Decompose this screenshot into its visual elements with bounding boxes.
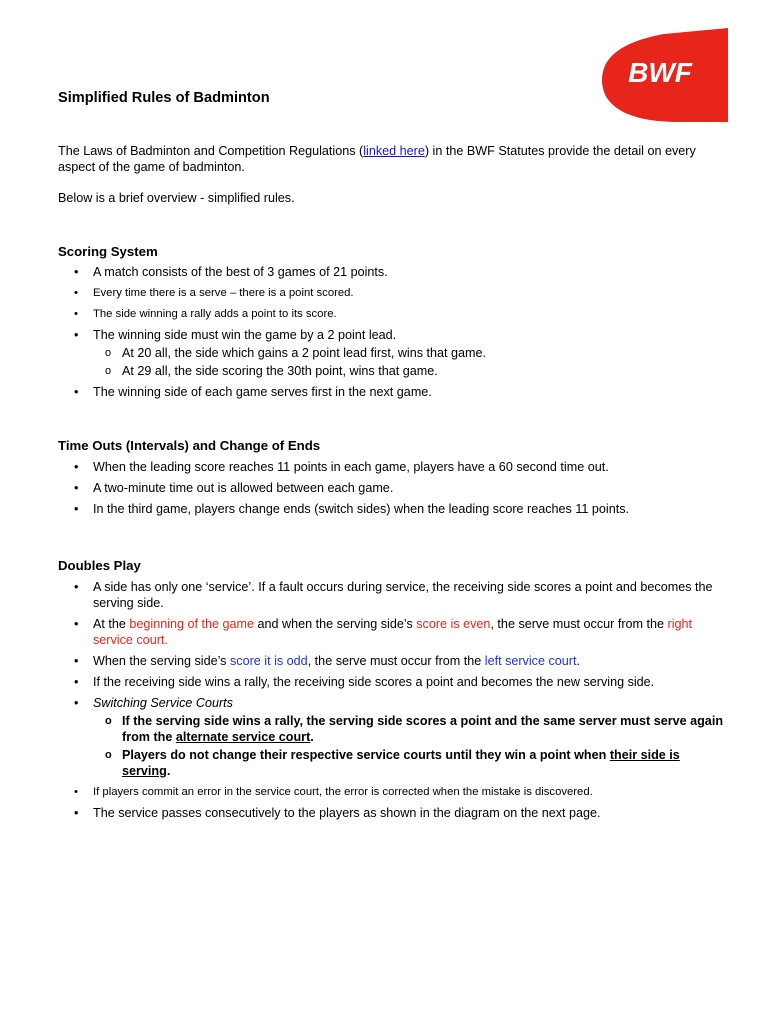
doubles-list	[58, 579, 728, 826]
list-item: • A two-minute time out is allowed between each game.	[58, 480, 728, 496]
list-item: • If the receiving side wins a rally, the receiving side scores a point and becomes the new serving side.	[58, 674, 728, 690]
timeouts-heading: Time Outs (Intervals) and Change of Ends	[58, 438, 321, 453]
page-title: Simplified Rules of Badminton	[58, 90, 270, 106]
list-item: • In the third game, players change ends (switch sides) when the leading score reaches 11 points.	[58, 501, 728, 517]
list-item: • When the serving side’s score it is odd, the serve must occur from the left service court.	[58, 653, 728, 669]
scoring-list	[58, 264, 728, 405]
timeouts-list	[58, 459, 728, 522]
sub-list-item: o At 29 all, the side scoring the 30th point, wins that game.	[93, 363, 728, 379]
list-item: • The winning side must win the game by a 2 point lead. o At 20 all, the side which gains a 2 point lead first, wins that game. o At 29 all, the side scoring the 30th point, wins that game.	[58, 327, 728, 379]
sub-list-item: o At 20 all, the side which gains a 2 point lead first, wins that game.	[93, 345, 728, 361]
overview-text: Below is a brief overview - simplified rules.	[58, 191, 295, 205]
list-item: • Switching Service Courts o If the serving side wins a rally, the serving side scores a point and the same server must serve again from the alternate service court. o Players do not change their respective service courts until they win a point when their side is serving.	[58, 695, 728, 779]
bwf-logo	[602, 28, 728, 122]
laws-link[interactable]: linked here	[363, 144, 425, 158]
list-item: • The winning side of each game serves first in the next game.	[58, 384, 728, 400]
list-item: • Every time there is a serve – there is a point scored.	[58, 285, 728, 301]
list-item: • At the beginning of the game and when the serving side’s score is even, the serve must occur from the right service court.	[58, 616, 728, 648]
list-item: • A match consists of the best of 3 games of 21 points.	[58, 264, 728, 280]
list-item: • The side winning a rally adds a point to its score.	[58, 306, 728, 322]
list-item: • The service passes consecutively to the players as shown in the diagram on the next page.	[58, 805, 728, 821]
intro-paragraph: The Laws of Badminton and Competition Regulations (linked here) in the BWF Statutes provide the detail on every aspect of the game of badminton.	[58, 144, 696, 174]
scoring-heading: Scoring System	[58, 244, 158, 259]
list-item: • A side has only one ‘service’. If a fault occurs during service, the receiving side scores a point and becomes the serving side.	[58, 579, 728, 611]
sub-list-item: o Players do not change their respective service courts until they win a point when their side is serving.	[93, 747, 728, 779]
doubles-heading: Doubles Play	[58, 558, 141, 573]
sub-list-item: o If the serving side wins a rally, the serving side scores a point and the same server must serve again from the alternate service court.	[93, 713, 728, 745]
list-item: • If players commit an error in the service court, the error is corrected when the mistake is discovered.	[58, 784, 728, 800]
svg-text:BWF: BWF	[628, 57, 692, 88]
list-item: • When the leading score reaches 11 points in each game, players have a 60 second time out.	[58, 459, 728, 475]
